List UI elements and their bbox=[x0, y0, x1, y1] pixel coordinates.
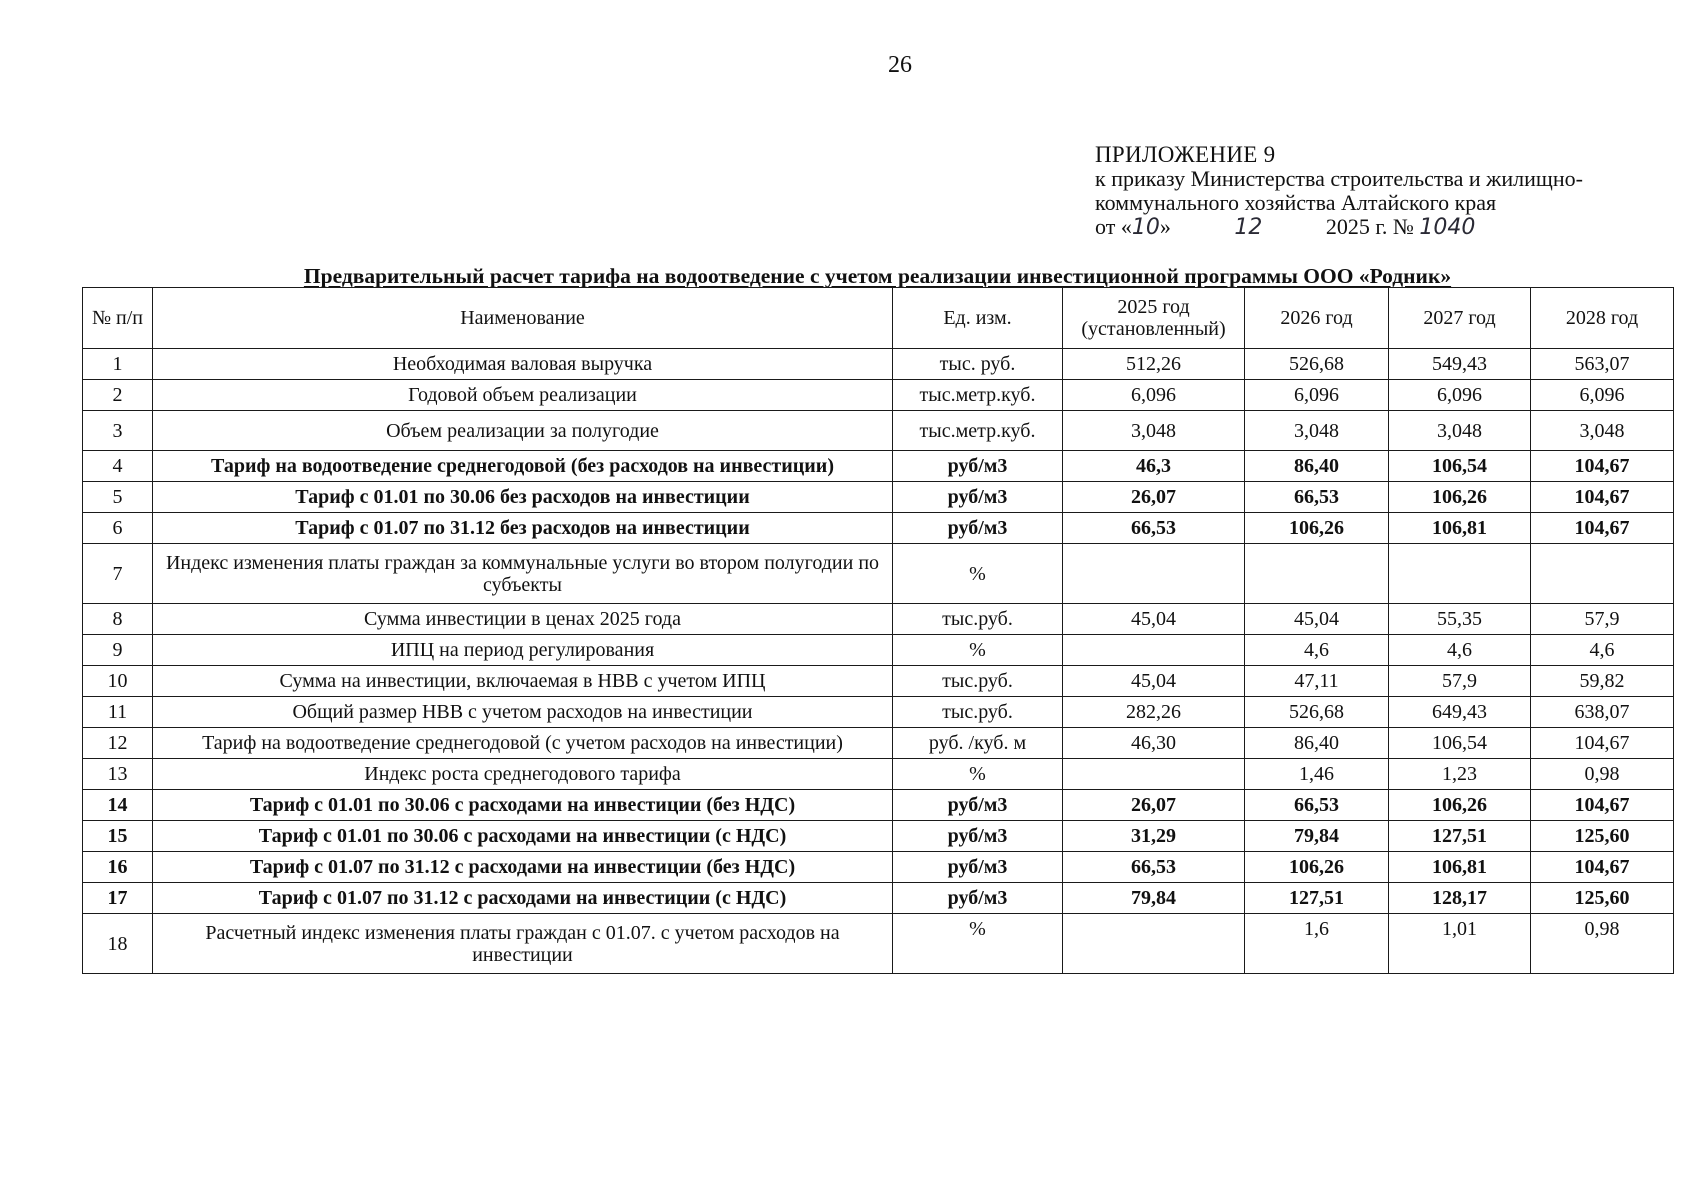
cell-2028: 104,67 bbox=[1531, 451, 1674, 482]
cell-unit: руб/м3 bbox=[893, 883, 1063, 914]
cell-num: 14 bbox=[83, 790, 153, 821]
cell-num: 16 bbox=[83, 852, 153, 883]
cell-2028: 638,07 bbox=[1531, 697, 1674, 728]
cell-name: Годовой объем реализации bbox=[153, 380, 893, 411]
table-row bbox=[83, 852, 1674, 883]
appendix-line-2: коммунального хозяйства Алтайского края bbox=[1095, 190, 1497, 215]
tariff-table bbox=[82, 287, 1674, 974]
cell-name: ИПЦ на период регулирования bbox=[153, 635, 893, 666]
cell-num: 18 bbox=[83, 914, 153, 974]
cell-2028: 125,60 bbox=[1531, 883, 1674, 914]
cell-2026: 47,11 bbox=[1245, 666, 1389, 697]
cell-name: Тариф с 01.07 по 31.12 с расходами на инвестиции (без НДС) bbox=[153, 852, 893, 883]
cell-2025: 46,3 bbox=[1063, 451, 1245, 482]
cell-num: 13 bbox=[83, 759, 153, 790]
cell-2027: 106,81 bbox=[1389, 513, 1531, 544]
cell-2027: 127,51 bbox=[1389, 821, 1531, 852]
date-prefix: от « bbox=[1095, 214, 1132, 239]
header-name: Наименование bbox=[153, 288, 893, 349]
appendix-title: ПРИЛОЖЕНИЕ 9 bbox=[1095, 142, 1276, 167]
cell-name: Сумма на инвестиции, включаемая в НВВ с учетом ИПЦ bbox=[153, 666, 893, 697]
table-row bbox=[83, 604, 1674, 635]
cell-unit: % bbox=[893, 759, 1063, 790]
cell-2027: 1,01 bbox=[1389, 914, 1531, 974]
cell-name: Индекс роста среднегодового тарифа bbox=[153, 759, 893, 790]
cell-name: Необходимая валовая выручка bbox=[153, 349, 893, 380]
appendix-date-line bbox=[1095, 215, 1583, 240]
cell-2026: 4,6 bbox=[1245, 635, 1389, 666]
table-row bbox=[83, 635, 1674, 666]
cell-name: Тариф с 01.01 по 30.06 без расходов на инвестиции bbox=[153, 482, 893, 513]
cell-2025: 512,26 bbox=[1063, 349, 1245, 380]
cell-num: 9 bbox=[83, 635, 153, 666]
table-row bbox=[83, 411, 1674, 451]
cell-num: 8 bbox=[83, 604, 153, 635]
cell-unit: руб/м3 bbox=[893, 821, 1063, 852]
table-row bbox=[83, 821, 1674, 852]
cell-name: Тариф на водоотведение среднегодовой (с учетом расходов на инвестиции) bbox=[153, 728, 893, 759]
table-title: Предварительный расчет тарифа на водоотведение с учетом реализации инвестиционной программы ООО «Родник» bbox=[303, 264, 1452, 288]
header-2026: 2026 год bbox=[1245, 288, 1389, 349]
table-row bbox=[83, 544, 1674, 604]
cell-name: Тариф с 01.07 по 31.12 без расходов на инвестиции bbox=[153, 513, 893, 544]
cell-2026: 79,84 bbox=[1245, 821, 1389, 852]
cell-2025: 282,26 bbox=[1063, 697, 1245, 728]
cell-2027: 106,54 bbox=[1389, 728, 1531, 759]
cell-2027: 106,81 bbox=[1389, 852, 1531, 883]
handwritten-month: 12 bbox=[1234, 215, 1263, 240]
cell-name: Сумма инвестиции в ценах 2025 года bbox=[153, 604, 893, 635]
cell-2028: 125,60 bbox=[1531, 821, 1674, 852]
cell-2026: 66,53 bbox=[1245, 790, 1389, 821]
cell-2027: 649,43 bbox=[1389, 697, 1531, 728]
cell-2026: 45,04 bbox=[1245, 604, 1389, 635]
header-unit: Ед. изм. bbox=[893, 288, 1063, 349]
cell-2025 bbox=[1063, 759, 1245, 790]
cell-num: 10 bbox=[83, 666, 153, 697]
cell-name: Расчетный индекс изменения платы граждан с 01.07. с учетом расходов на инвестиции bbox=[153, 914, 893, 974]
cell-num: 5 bbox=[83, 482, 153, 513]
table-row bbox=[83, 482, 1674, 513]
cell-num: 4 bbox=[83, 451, 153, 482]
cell-num: 1 bbox=[83, 349, 153, 380]
cell-2025: 26,07 bbox=[1063, 790, 1245, 821]
table-row bbox=[83, 883, 1674, 914]
cell-unit: % bbox=[893, 544, 1063, 604]
cell-unit: тыс.руб. bbox=[893, 697, 1063, 728]
cell-2027: 3,048 bbox=[1389, 411, 1531, 451]
cell-2025: 31,29 bbox=[1063, 821, 1245, 852]
table-row bbox=[83, 451, 1674, 482]
cell-name: Общий размер НВВ с учетом расходов на инвестиции bbox=[153, 697, 893, 728]
cell-2027: 106,26 bbox=[1389, 790, 1531, 821]
cell-num: 15 bbox=[83, 821, 153, 852]
table-row bbox=[83, 759, 1674, 790]
table-row bbox=[83, 790, 1674, 821]
cell-name: Индекс изменения платы граждан за коммунальные услуги во втором полугодии по субъекты bbox=[153, 544, 893, 604]
cell-unit: руб/м3 bbox=[893, 790, 1063, 821]
cell-num: 3 bbox=[83, 411, 153, 451]
cell-unit: руб/м3 bbox=[893, 852, 1063, 883]
cell-name: Объем реализации за полугодие bbox=[153, 411, 893, 451]
cell-unit: руб/м3 bbox=[893, 513, 1063, 544]
cell-2026: 6,096 bbox=[1245, 380, 1389, 411]
cell-2026: 3,048 bbox=[1245, 411, 1389, 451]
cell-unit: тыс.метр.куб. bbox=[893, 380, 1063, 411]
cell-name: Тариф на водоотведение среднегодовой (без расходов на инвестиции) bbox=[153, 451, 893, 482]
cell-2025: 6,096 bbox=[1063, 380, 1245, 411]
cell-name: Тариф с 01.01 по 30.06 с расходами на инвестиции (с НДС) bbox=[153, 821, 893, 852]
cell-2028: 59,82 bbox=[1531, 666, 1674, 697]
table-row bbox=[83, 697, 1674, 728]
table-row bbox=[83, 666, 1674, 697]
cell-2026: 106,26 bbox=[1245, 852, 1389, 883]
cell-2026: 66,53 bbox=[1245, 482, 1389, 513]
header-num: № п/п bbox=[83, 288, 153, 349]
cell-2027: 4,6 bbox=[1389, 635, 1531, 666]
appendix-block bbox=[1095, 143, 1583, 240]
cell-2028: 104,67 bbox=[1531, 513, 1674, 544]
cell-2027: 106,54 bbox=[1389, 451, 1531, 482]
cell-2028: 3,048 bbox=[1531, 411, 1674, 451]
cell-2026: 1,6 bbox=[1245, 914, 1389, 974]
cell-2027: 106,26 bbox=[1389, 482, 1531, 513]
cell-2028: 4,6 bbox=[1531, 635, 1674, 666]
cell-num: 6 bbox=[83, 513, 153, 544]
cell-2028: 6,096 bbox=[1531, 380, 1674, 411]
cell-2027 bbox=[1389, 544, 1531, 604]
table-row bbox=[83, 728, 1674, 759]
cell-2028: 0,98 bbox=[1531, 759, 1674, 790]
cell-unit: тыс.руб. bbox=[893, 604, 1063, 635]
cell-2026: 526,68 bbox=[1245, 349, 1389, 380]
cell-2025 bbox=[1063, 635, 1245, 666]
cell-2027: 55,35 bbox=[1389, 604, 1531, 635]
cell-2028 bbox=[1531, 544, 1674, 604]
table-row bbox=[83, 914, 1674, 974]
cell-2025: 3,048 bbox=[1063, 411, 1245, 451]
cell-num: 11 bbox=[83, 697, 153, 728]
cell-2026: 86,40 bbox=[1245, 451, 1389, 482]
handwritten-day: 10 bbox=[1131, 215, 1160, 240]
cell-unit: тыс. руб. bbox=[893, 349, 1063, 380]
cell-unit: % bbox=[893, 635, 1063, 666]
header-2025: 2025 год (установленный) bbox=[1063, 288, 1245, 349]
header-2027: 2027 год bbox=[1389, 288, 1531, 349]
cell-2025: 45,04 bbox=[1063, 604, 1245, 635]
cell-2025 bbox=[1063, 914, 1245, 974]
table-row bbox=[83, 380, 1674, 411]
cell-num: 17 bbox=[83, 883, 153, 914]
cell-2028: 0,98 bbox=[1531, 914, 1674, 974]
cell-2026: 127,51 bbox=[1245, 883, 1389, 914]
cell-name: Тариф с 01.01 по 30.06 с расходами на инвестиции (без НДС) bbox=[153, 790, 893, 821]
cell-2025: 79,84 bbox=[1063, 883, 1245, 914]
cell-unit: тыс.метр.куб. bbox=[893, 411, 1063, 451]
cell-unit: руб/м3 bbox=[893, 451, 1063, 482]
table-row bbox=[83, 513, 1674, 544]
cell-2025: 26,07 bbox=[1063, 482, 1245, 513]
cell-2027: 128,17 bbox=[1389, 883, 1531, 914]
cell-unit: руб. /куб. м bbox=[893, 728, 1063, 759]
cell-num: 2 bbox=[83, 380, 153, 411]
cell-2025: 46,30 bbox=[1063, 728, 1245, 759]
appendix-line-1: к приказу Министерства строительства и жилищно- bbox=[1095, 166, 1583, 191]
cell-2026: 86,40 bbox=[1245, 728, 1389, 759]
cell-2026: 106,26 bbox=[1245, 513, 1389, 544]
cell-num: 12 bbox=[83, 728, 153, 759]
cell-2027: 57,9 bbox=[1389, 666, 1531, 697]
cell-2025: 66,53 bbox=[1063, 852, 1245, 883]
cell-unit: тыс.руб. bbox=[893, 666, 1063, 697]
cell-unit: % bbox=[893, 914, 1063, 974]
cell-2027: 6,096 bbox=[1389, 380, 1531, 411]
cell-2025: 66,53 bbox=[1063, 513, 1245, 544]
cell-2028: 104,67 bbox=[1531, 482, 1674, 513]
cell-2027: 1,23 bbox=[1389, 759, 1531, 790]
date-mid: » bbox=[1159, 214, 1171, 239]
date-year: 2025 г. № bbox=[1325, 214, 1414, 239]
cell-num: 7 bbox=[83, 544, 153, 604]
cell-2028: 104,67 bbox=[1531, 728, 1674, 759]
cell-2027: 549,43 bbox=[1389, 349, 1531, 380]
cell-2026: 526,68 bbox=[1245, 697, 1389, 728]
cell-2025: 45,04 bbox=[1063, 666, 1245, 697]
cell-2028: 104,67 bbox=[1531, 852, 1674, 883]
cell-unit: руб/м3 bbox=[893, 482, 1063, 513]
table-row bbox=[83, 349, 1674, 380]
cell-2026 bbox=[1245, 544, 1389, 604]
header-2028: 2028 год bbox=[1531, 288, 1674, 349]
page-number: 26 bbox=[888, 52, 912, 78]
cell-2026: 1,46 bbox=[1245, 759, 1389, 790]
cell-2028: 563,07 bbox=[1531, 349, 1674, 380]
cell-2028: 104,67 bbox=[1531, 790, 1674, 821]
table-header-row bbox=[83, 288, 1674, 349]
cell-name: Тариф с 01.07 по 31.12 с расходами на инвестиции (с НДС) bbox=[153, 883, 893, 914]
handwritten-order-number: 1040 bbox=[1419, 215, 1476, 240]
cell-2028: 57,9 bbox=[1531, 604, 1674, 635]
cell-2025 bbox=[1063, 544, 1245, 604]
